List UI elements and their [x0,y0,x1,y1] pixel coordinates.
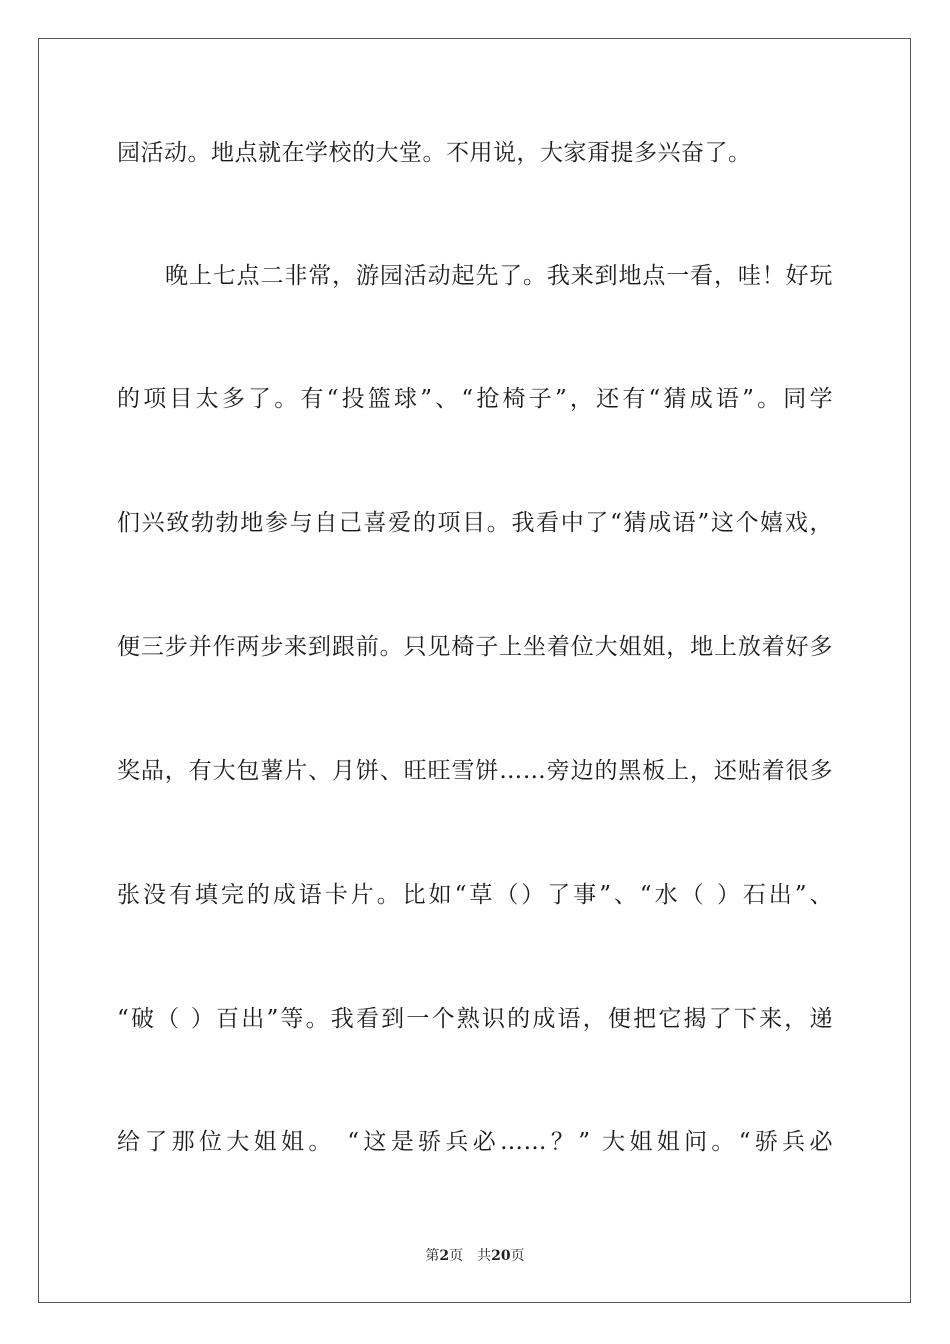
total-unit: 页 [510,1248,525,1264]
page-footer [0,1247,950,1265]
body-line-3: 的项目太多了。有“投篮球”、“抢椅子”，还有“猜成语”。同学 [117,386,833,412]
page-total: 20 [491,1248,511,1264]
body-line-9: 给了那位大姐姐。 “这是骄兵必……？” 大姐姐问。“骄兵必 [117,1129,833,1155]
body-line-6: 奖品，有大包薯片、月饼、旺旺雪饼……旁边的黑板上，还贴着很多 [117,758,833,784]
body-line-7: 张没有填完的成语卡片。比如“草（）了事”、“水（ ）石出”、 [117,882,833,908]
page-unit: 页 [449,1248,464,1264]
page-border [38,38,911,1303]
body-line-5: 便三步并作两步来到跟前。只见椅子上坐着位大姐姐，地上放着好多 [117,634,833,660]
body-line-2: 晚上七点二非常，游园活动起先了。我来到地点一看，哇！好玩 [165,263,833,289]
total-prefix: 共 [477,1248,492,1264]
body-line-4: 们兴致勃勃地参与自己喜爱的项目。我看中了“猜成语”这个嬉戏， [117,510,833,536]
page-number: 2 [439,1248,450,1264]
body-line-1: 园活动。地点就在学校的大堂。不用说，大家甭提多兴奋了。 [117,140,752,166]
page-prefix: 第 [425,1248,440,1264]
body-line-8: “破（ ）百出”等。我看到一个熟识的成语，便把它揭了下来，递 [117,1006,833,1032]
